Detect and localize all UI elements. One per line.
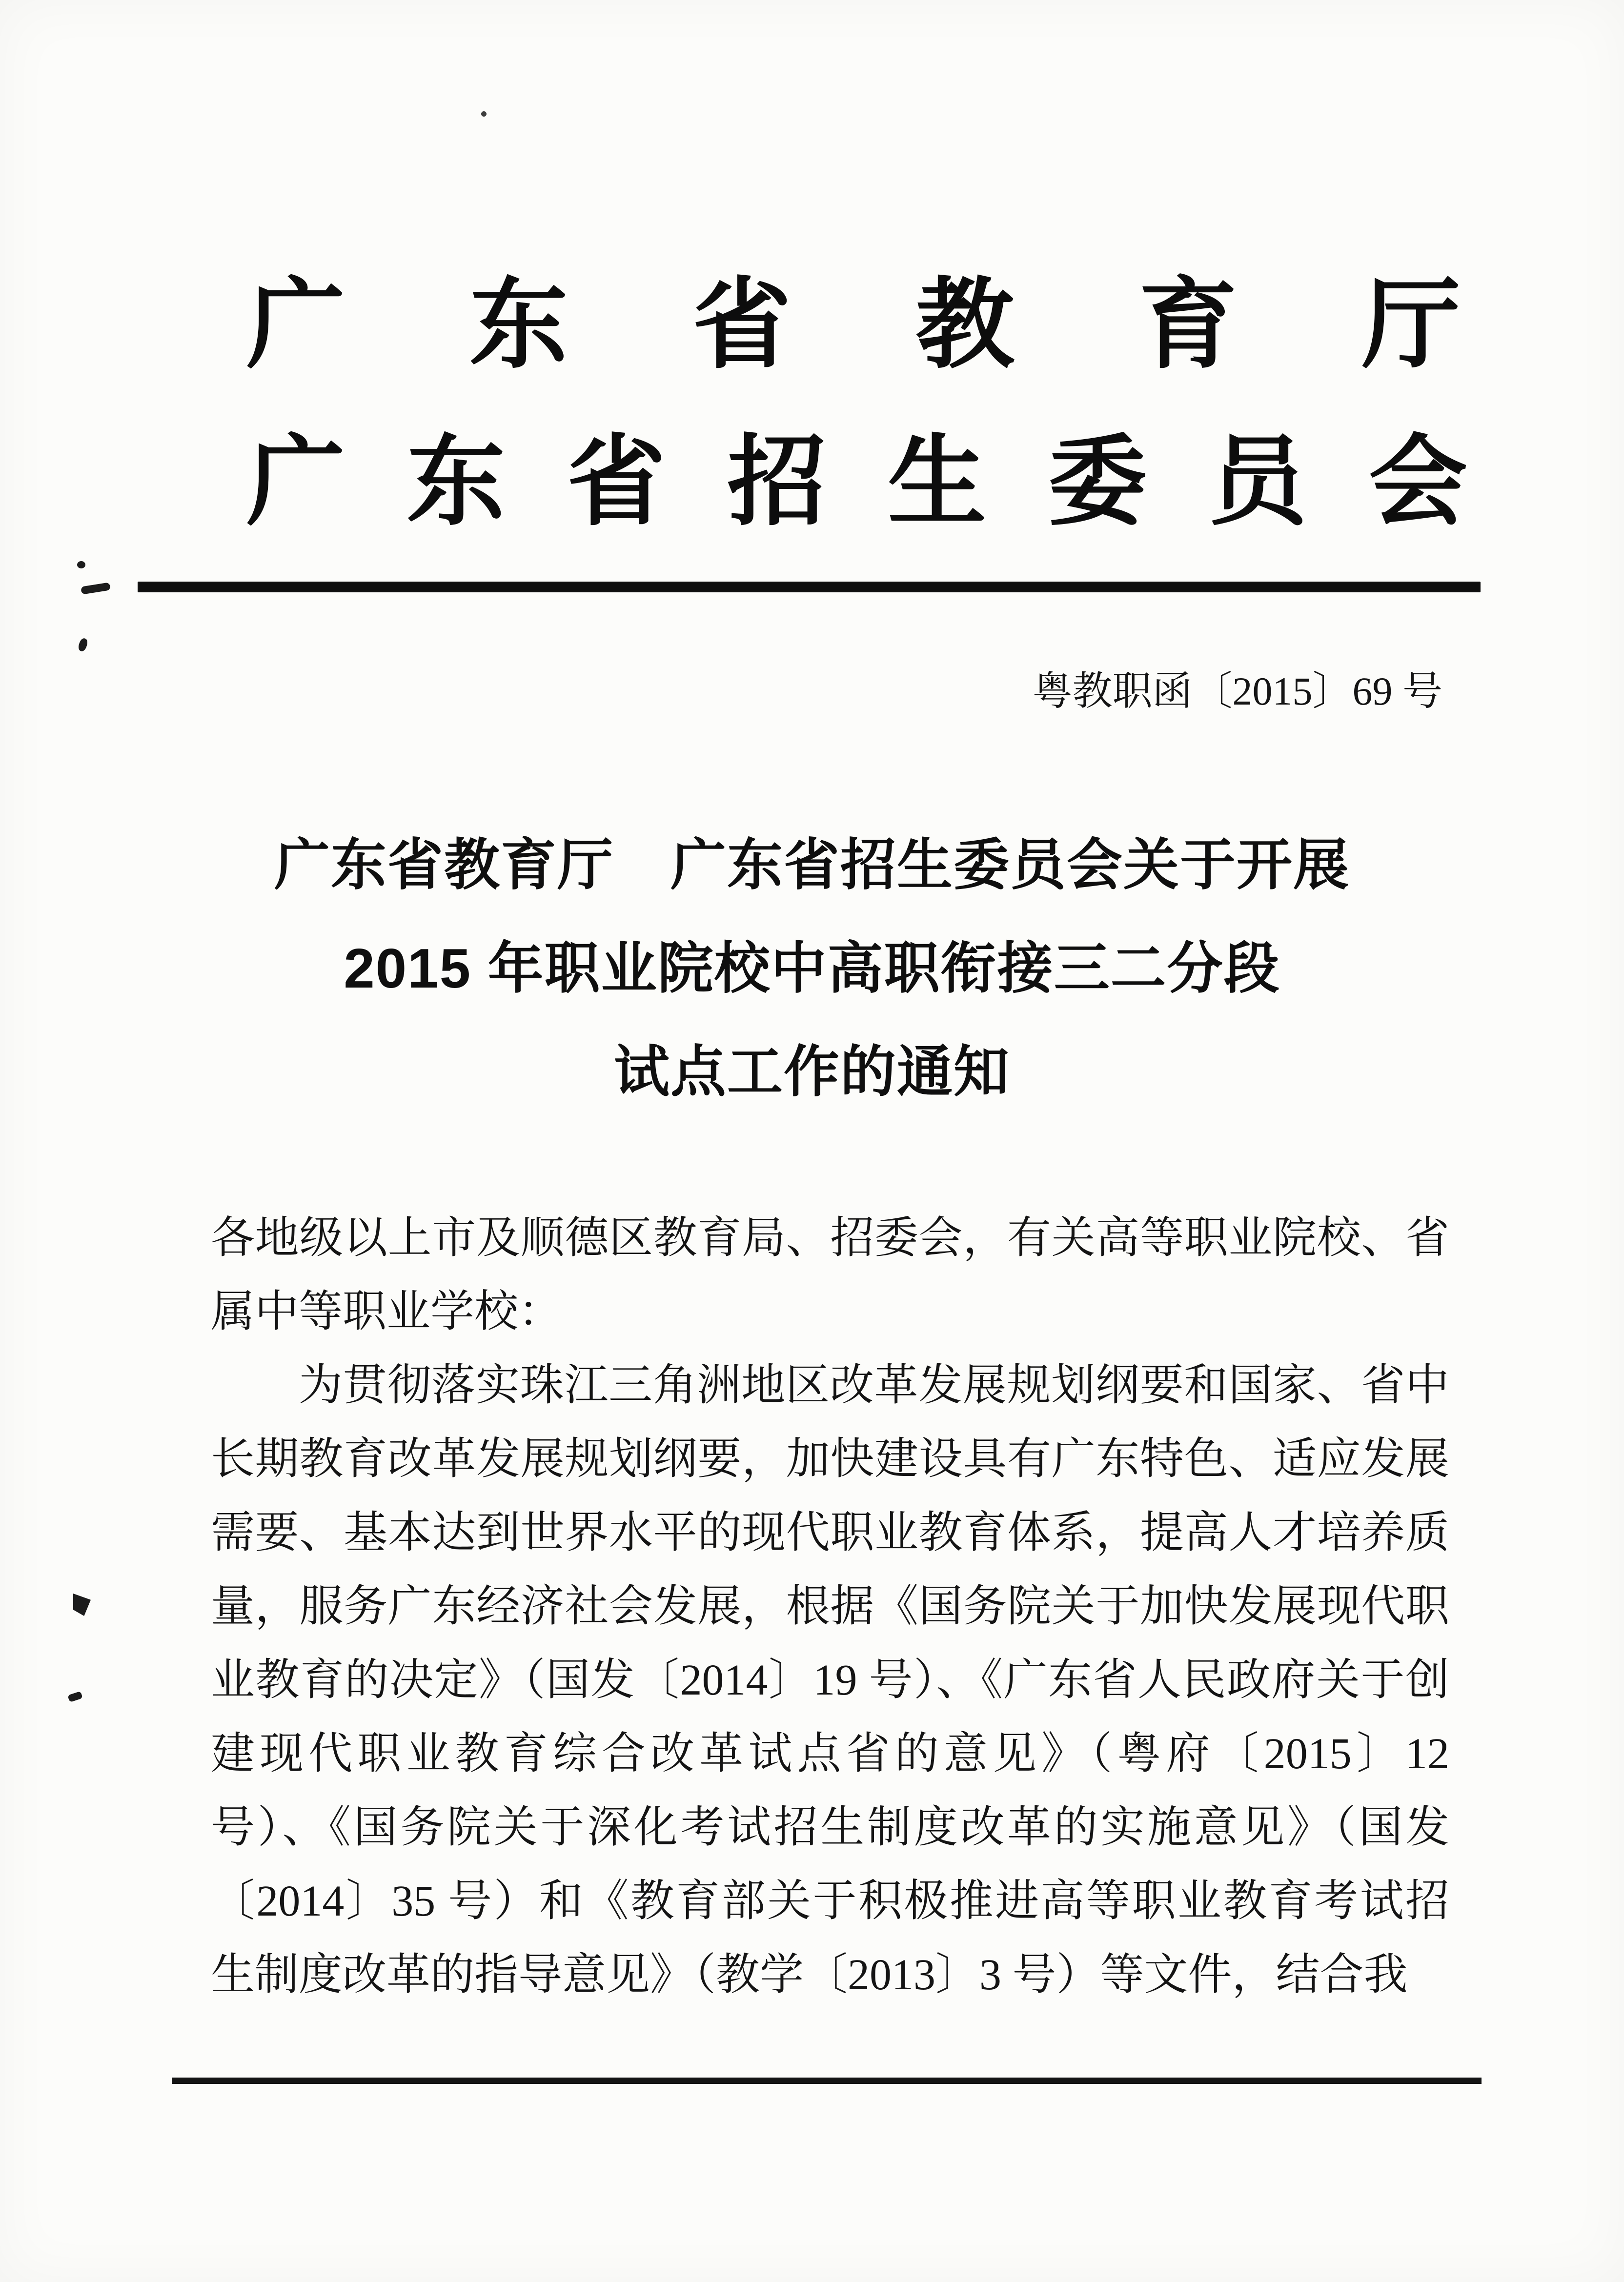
scan-artifact: [77, 561, 85, 568]
title-line-3: 试点工作的通知: [613, 1041, 1010, 1103]
salutation: 各地级以上市及顺德区教育局、招委会，有关高等职业院校、省属中等职业学校：: [211, 1214, 1449, 1336]
document-body: [211, 1201, 1449, 2012]
document-number: 粤教职函〔2015〕69 号: [1032, 669, 1442, 713]
letterhead-line-1: 广 东 省 教 育 厅: [246, 271, 1461, 380]
title-line-2: 2015 年职业院校中高职衔接三二分段: [344, 938, 1280, 1000]
letterhead-line-2: 广 东 省 招 生 委 员 会: [246, 428, 1467, 537]
letterhead-divider: [138, 582, 1481, 592]
scan-artifact: [73, 1594, 91, 1616]
footer-divider: [172, 2078, 1482, 2084]
title-line-1: 广东省教育厅 广东省招生委员会关于开展: [274, 834, 1350, 896]
scan-artifact: [67, 1691, 82, 1702]
scan-artifact: [81, 582, 111, 594]
scan-artifact: [481, 111, 487, 117]
scan-artifact: [77, 637, 89, 652]
body-paragraph: 为贯彻落实珠江三角洲地区改革发展规划纲要和国家、省中长期教育改革发展规划纲要，加快建设具有广东特色、适应发展需要、基本达到世界水平的现代职业教育体系，提高人才培养质量，服务广东经济社会发展，根据《国务院关于加快发展现代职业教育的决定》（国发〔2014〕19 号）、《广东省人民政府关于创建现代职业教育综合改革试点省的意见》（粤府〔2015〕12 号）、《国务院关于深化考试招生制度改革的实施意见》（国发〔2014〕35 号）和《教育部关于积极推进高等职业教育考试招生制度改革的指导意见》（教学〔2013〕3 号）等文件，结合我: [211, 1361, 1449, 1999]
document-title: [80, 814, 1544, 1124]
